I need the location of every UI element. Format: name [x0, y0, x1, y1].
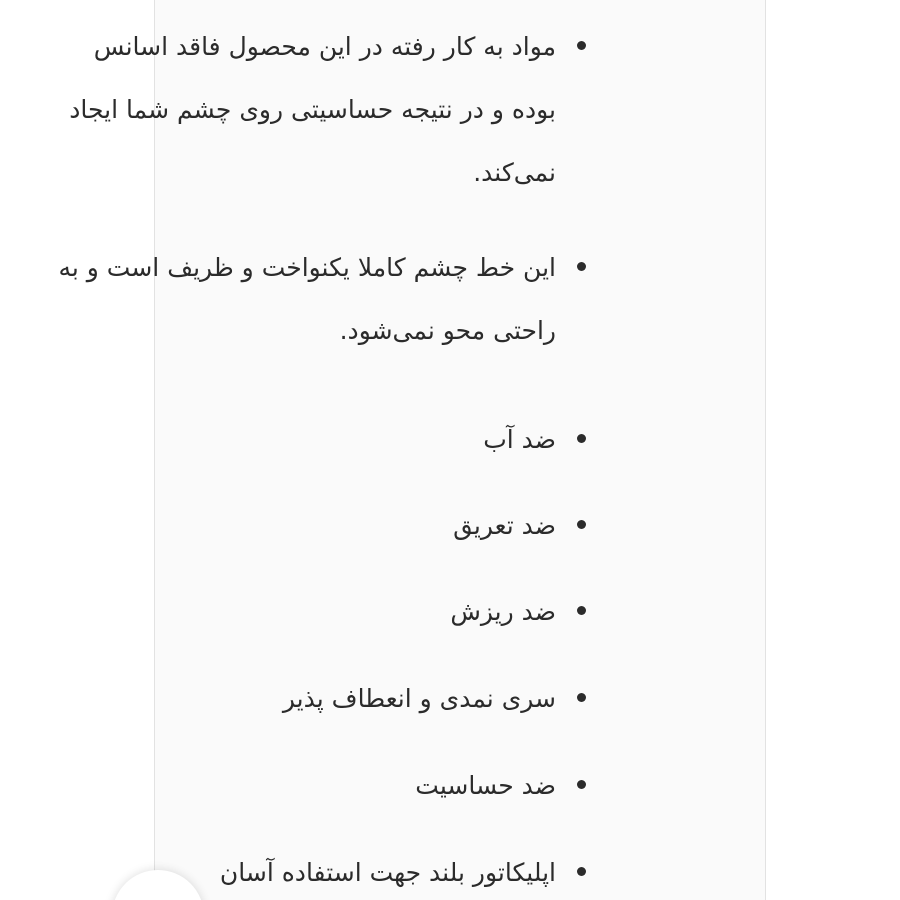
bullet-icon [577, 434, 586, 443]
list-item [56, 408, 556, 471]
list-item-text: ضد آب [483, 425, 556, 454]
list-item-text: ضد ریزش [450, 597, 556, 626]
list-item [56, 15, 556, 204]
list-item-text: ضد حساسیت [415, 771, 556, 800]
list-item [56, 236, 556, 362]
list-item-text: ضد تعریق [453, 511, 556, 540]
list-item-text: این خط چشم کاملا یکنواخت و ظریف است و به راحتی محو نمی‌شود. [58, 253, 556, 345]
bullet-icon [577, 520, 586, 529]
list-item [56, 494, 556, 557]
bullet-icon [577, 606, 586, 615]
list-item-text: سری نمدی و انعطاف پذیر [282, 684, 556, 713]
content-panel [58, 0, 766, 900]
list-item [56, 667, 556, 730]
bullet-icon [577, 780, 586, 789]
bullet-icon [577, 693, 586, 702]
bullet-icon [577, 41, 586, 50]
list-item-text: مواد به کار رفته در این محصول فاقد اسانس بوده و در نتیجه حساسیتی روی چشم شما ایجاد نمی‌کند. [69, 32, 556, 187]
list-item-text: اپلیکاتور بلند جهت استفاده آسان [219, 858, 556, 887]
bullet-icon [577, 867, 586, 876]
list-item [56, 754, 556, 817]
list-item [56, 580, 556, 643]
bullet-icon [577, 262, 586, 271]
